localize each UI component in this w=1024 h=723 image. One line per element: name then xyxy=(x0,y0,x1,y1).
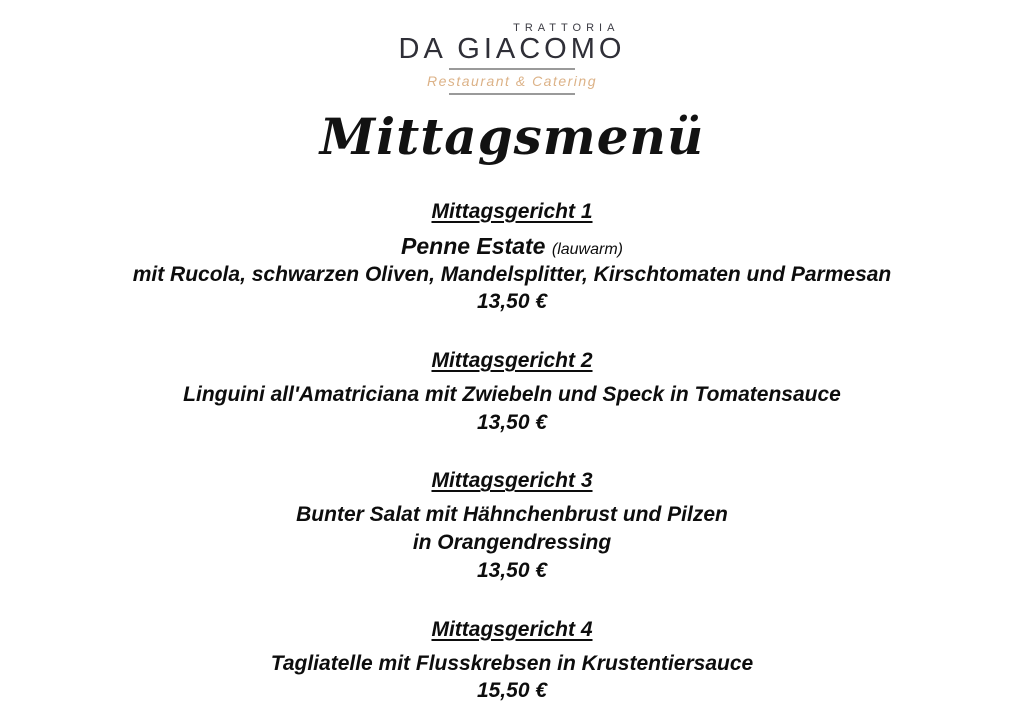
logo-tagline: Restaurant & Catering xyxy=(426,73,597,89)
restaurant-logo xyxy=(399,22,626,95)
dish-name-line xyxy=(0,232,1024,261)
dish-price: 13,50 € xyxy=(476,558,548,582)
dish-description: Linguini all'Amatriciana mit Zwiebeln und Speck in Tomatensauce xyxy=(183,382,841,406)
dish-description: Bunter Salat mit Hähnchenbrust und Pilzen xyxy=(296,503,728,527)
dish-name: Penne Estate xyxy=(401,232,546,259)
logo-divider-bottom xyxy=(449,93,575,95)
logo-restaurant-name: DA GIACOMO xyxy=(398,33,626,65)
menu-section-2 xyxy=(0,349,1024,436)
menu-section-1 xyxy=(0,200,1024,316)
dish-price: 15,50 € xyxy=(476,679,548,703)
page-title: Mittagsmenü xyxy=(319,106,705,166)
menu-section-4 xyxy=(0,618,1024,705)
dish-price: 13,50 € xyxy=(476,410,548,434)
dish-description: in Orangendressing xyxy=(412,531,612,555)
section-heading: Mittagsgericht 3 xyxy=(431,469,593,493)
section-heading: Mittagsgericht 4 xyxy=(431,617,593,641)
menu-section-3 xyxy=(0,469,1024,584)
section-heading: Mittagsgericht 1 xyxy=(431,199,593,223)
dish-note: (lauwarm) xyxy=(551,240,623,258)
logo-divider-top xyxy=(449,68,575,70)
dish-description: mit Rucola, schwarzen Oliven, Mandelsplitter, Kirschtomaten und Parmesan xyxy=(132,262,892,286)
dish-price: 13,50 € xyxy=(476,290,548,314)
dish-description: Tagliatelle mit Flusskrebsen in Krustentiersauce xyxy=(270,651,754,675)
logo-trattoria-text: TRATTORIA xyxy=(513,22,620,34)
section-heading: Mittagsgericht 2 xyxy=(431,348,593,372)
menu-body xyxy=(0,200,1024,705)
